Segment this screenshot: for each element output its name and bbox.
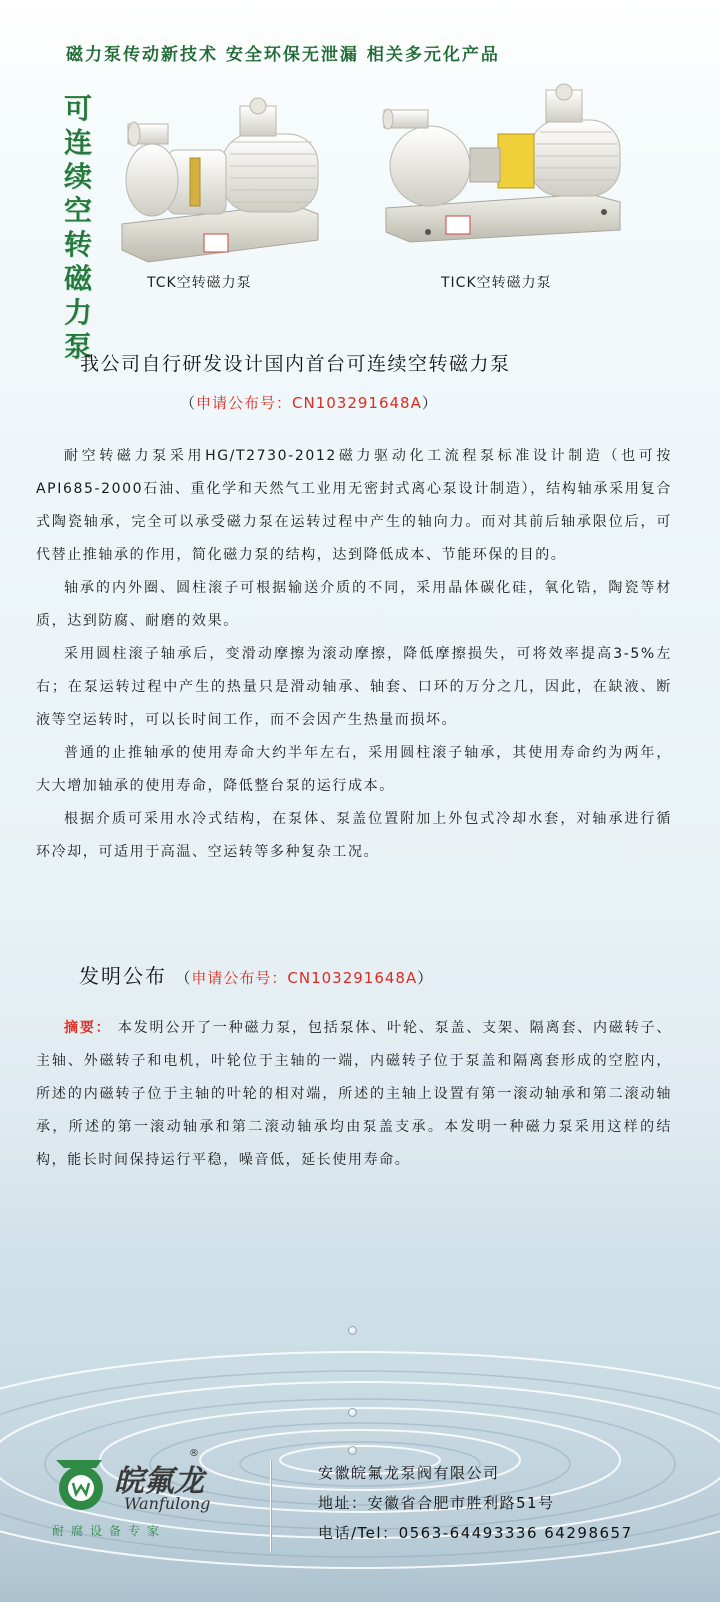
paragraph: 耐空转磁力泵采用HG/T2730-2012磁力驱动化工流程泵标准设计制造（也可按API685-2000石油、重化学和天然气工业用无密封式离心泵设计制造），结构轴承采用复合式陶瓷轴承，完全可以承受磁力泵在运转过程中产生的轴向力。而对其前后轴承限位后，可代替止推轴承的作用，简化磁力泵的结构，达到降低成本、节能环保的目的。: [36, 448, 672, 563]
company-address: 地址：安徽省合肥市胜利路51号: [318, 1494, 555, 1512]
page-headline: 我公司自行研发设计国内首台可连续空转磁力泵: [80, 353, 511, 375]
tick-pump-image: [380, 82, 624, 252]
paragraph: 轴承的内外圈、圆柱滚子可根据输送介质的不同，采用晶体碳化硅，氧化锆，陶瓷等材质，达到防腐、耐磨的效果。: [36, 580, 672, 629]
abstract-text: 本发明公开了一种磁力泵，包括泵体、叶轮、泵盖、支架、隔离套、内磁转子、主轴、外磁转子和电机，叶轮位于主轴的一端，内磁转子位于泵盖和隔离套形成的空腔内，所述的内磁转子位于主轴的叶轮的相对端，所述的主轴上设置有第一滚动轴承和第二滚动轴承，所述的第一滚动轴承和第二滚动轴承均由泵盖支承。本发明一种磁力泵采用这样的结构，能长时间保持运行平稳，噪音低，延长使用寿命。: [36, 1020, 672, 1168]
vertical-title-char: 泵: [63, 330, 92, 363]
vertical-title-char: 连: [63, 126, 92, 159]
paren-open: （: [175, 969, 192, 987]
slogan: 磁力泵传动新技术 安全环保无泄漏 相关多元化产品: [66, 45, 500, 65]
vertical-title: [58, 92, 98, 364]
paragraph: 根据介质可采用水冷式结构，在泵体、泵盖位置附加上外包式冷却水套，对轴承进行循环冷却，可适用于高温、空运转等多种复杂工况。: [36, 811, 672, 860]
company-phone: 电话/Tel：0563-64493336 64298657: [318, 1524, 633, 1542]
water-drop: [348, 1326, 357, 1335]
logo-emblem-icon: [52, 1454, 110, 1512]
description-body: [36, 440, 672, 869]
paren-close: ）: [417, 969, 434, 987]
section-title: [79, 960, 433, 989]
patent-number: 申请公布号：CN103291648A: [196, 394, 422, 412]
paren-open: （: [180, 394, 197, 412]
vertical-title-char: 力: [63, 296, 92, 329]
water-drop: [348, 1446, 357, 1455]
abstract-paragraph: [36, 1012, 672, 1177]
patent-number-line: [180, 392, 438, 413]
tck-pump-image: [112, 94, 328, 264]
company-logo: [52, 1448, 222, 1542]
vertical-title-char: 续: [63, 160, 92, 193]
vertical-title-char: 可: [63, 92, 92, 125]
vertical-title-char: 空: [63, 194, 92, 227]
product-caption: TCK空转磁力泵: [147, 275, 252, 291]
registered-mark: ®: [189, 1448, 199, 1459]
paren-close: ）: [421, 394, 438, 412]
section-title-text: 发明公布: [79, 964, 167, 988]
vertical-title-char: 转: [63, 228, 92, 261]
abstract-label: 摘要：: [64, 1020, 112, 1036]
water-drop: [348, 1408, 357, 1417]
section-subtitle: [175, 969, 433, 987]
product-caption: TICK空转磁力泵: [441, 275, 552, 291]
logo-english-name: Wanfulong: [124, 1494, 211, 1513]
logo-chinese-name: 皖氟龙: [114, 1464, 204, 1499]
vertical-title-char: 磁: [63, 262, 92, 295]
footer-divider: [270, 1460, 271, 1552]
paragraph: 采用圆柱滚子轴承后，变滑动摩擦为滚动摩擦，降低摩擦损失，可将效率提高3-5%左右；在泵运转过程中产生的热量只是滑动轴承、轴套、口环的万分之几，因此，在缺液、断液等空运转时，可以长时间工作，而不会因产生热量而损坏。: [36, 646, 672, 728]
paragraph: 普通的止推轴承的使用寿命大约半年左右，采用圆柱滚子轴承，其使用寿命约为两年，大大增加轴承的使用寿命，降低整台泵的运行成本。: [36, 745, 672, 794]
logo-slogan: 耐腐设备专家: [52, 1524, 167, 1538]
water-ripple-background: [0, 1270, 720, 1602]
company-name: 安徽皖氟龙泵阀有限公司: [318, 1464, 500, 1482]
patent-number: 申请公布号：CN103291648A: [191, 969, 418, 987]
